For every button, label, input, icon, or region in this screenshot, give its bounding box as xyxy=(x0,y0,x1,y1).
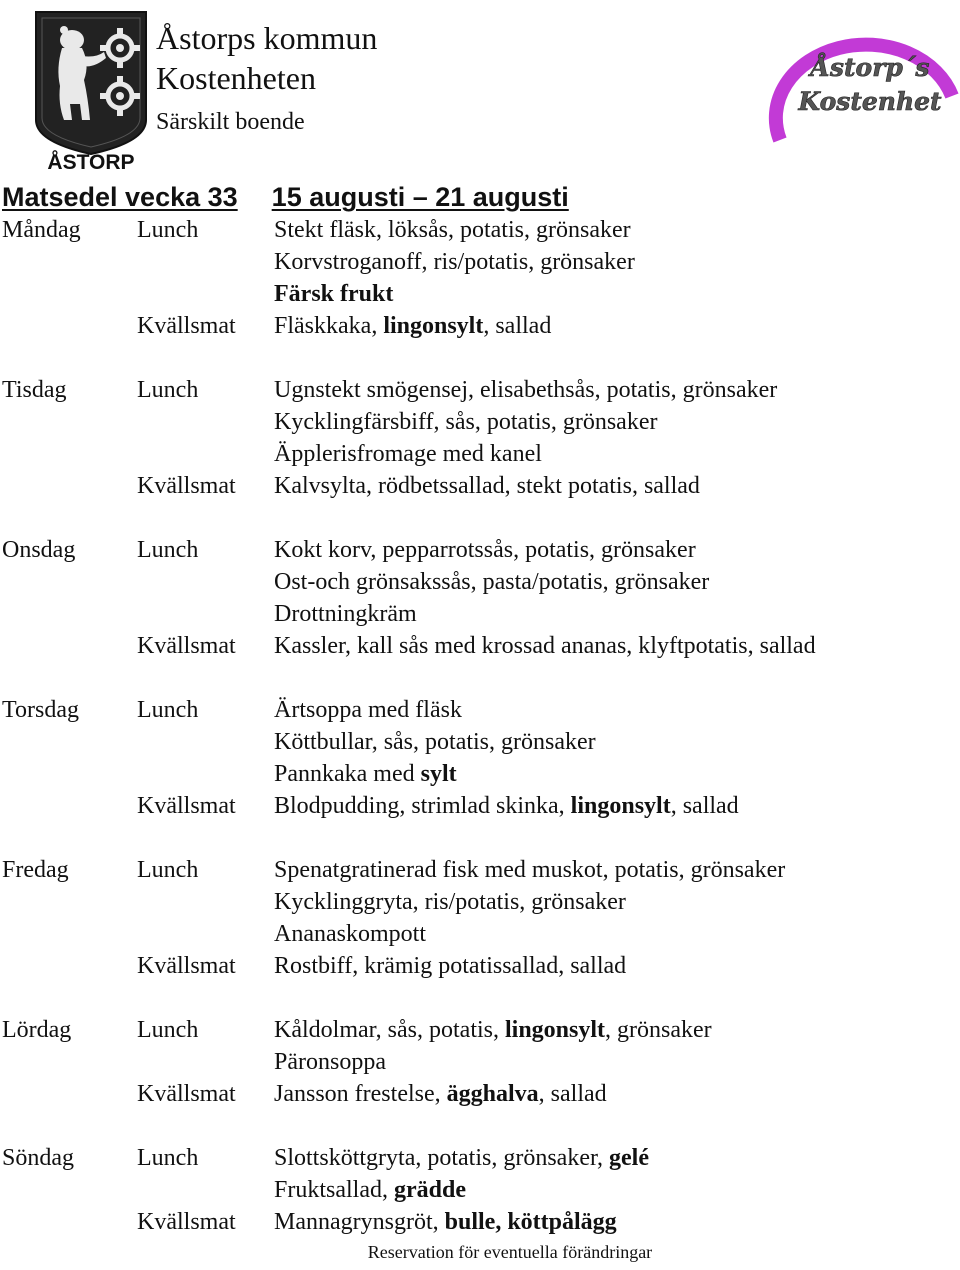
dish-text: Korvstroganoff, ris/potatis, grönsaker xyxy=(274,249,635,275)
menu-row xyxy=(0,470,960,502)
meal-label-lunch: Lunch xyxy=(137,217,199,243)
dish-text: Ärtsoppa med fläsk xyxy=(274,697,462,723)
menu-row xyxy=(0,790,960,822)
meal-label-lunch: Lunch xyxy=(137,1017,199,1043)
dish-text: Äpplerisfromage med kanel xyxy=(274,441,542,467)
meal-label-lunch: Lunch xyxy=(137,857,199,883)
menu-row xyxy=(0,1206,960,1238)
menu-row xyxy=(0,726,960,758)
day-lordag xyxy=(0,1014,960,1110)
meal-label-lunch: Lunch xyxy=(137,377,199,403)
meal-label-supper: Kvällsmat xyxy=(137,953,236,979)
dish-text: , sallad xyxy=(670,793,739,819)
weekly-menu xyxy=(0,214,960,1270)
day-torsdag xyxy=(0,694,960,822)
dish-highlight: lingonsylt xyxy=(383,313,484,339)
dish xyxy=(274,726,596,758)
crest-shield-icon xyxy=(34,8,148,172)
dish-text: Kalvsylta, rödbetssallad, stekt potatis, sallad xyxy=(274,473,700,499)
municipality-name: Åstorps kommun xyxy=(156,20,378,56)
dish xyxy=(274,1014,712,1046)
menu-row xyxy=(0,246,960,278)
logo-text-line1: Åstorp´s xyxy=(810,53,930,82)
menu-row xyxy=(0,566,960,598)
dish-text: Rostbiff, krämig potatissallad, sallad xyxy=(274,953,627,979)
day-mandag xyxy=(0,214,960,342)
menu-row xyxy=(0,214,960,246)
dish xyxy=(274,950,626,982)
dish-text: Kycklinggryta, ris/potatis, grönsaker xyxy=(274,889,626,915)
dish-text: Spenatgratinerad fisk med muskot, potatis, grönsaker xyxy=(274,857,786,883)
dish xyxy=(274,758,457,790)
day-name: Onsdag xyxy=(2,537,76,563)
day-name: Söndag xyxy=(2,1145,74,1171)
day-name: Måndag xyxy=(2,217,81,243)
dish xyxy=(274,406,657,438)
crest-label: ÅSTORP xyxy=(47,151,135,172)
dish xyxy=(274,534,696,566)
day-tisdag xyxy=(0,374,960,502)
menu-row xyxy=(0,1078,960,1110)
dish-text: Blodpudding, strimlad skinka, xyxy=(274,793,571,819)
day-name: Lördag xyxy=(2,1017,72,1043)
menu-heading xyxy=(2,180,569,214)
dish-text: Jansson frestelse, xyxy=(274,1081,447,1107)
dish-text: , grönsaker xyxy=(605,1017,712,1043)
dish xyxy=(274,1046,386,1078)
dish-highlight: bulle, köttpålägg xyxy=(444,1209,617,1235)
dish xyxy=(274,246,635,278)
dish xyxy=(274,278,393,310)
logo-text-line2: Kostenhet xyxy=(798,87,942,116)
meal-label-supper: Kvällsmat xyxy=(137,793,236,819)
day-fredag xyxy=(0,854,960,982)
dish xyxy=(274,214,631,246)
menu-row xyxy=(0,1014,960,1046)
dish-text: , sallad xyxy=(483,313,552,339)
dish-text: Kassler, kall sås med krossad ananas, klyftpotatis, sallad xyxy=(274,633,816,659)
menu-row xyxy=(0,1142,960,1174)
menu-row xyxy=(0,918,960,950)
dish-text: Päronsoppa xyxy=(274,1049,386,1075)
kostenhet-logo xyxy=(766,2,960,152)
dish-text: Mannagrynsgröt, xyxy=(274,1209,445,1235)
department-name: Kostenheten xyxy=(156,60,316,96)
dish xyxy=(274,598,417,630)
meal-label-lunch: Lunch xyxy=(137,697,199,723)
week-title: Matsedel vecka 33 xyxy=(2,182,238,212)
menu-row xyxy=(0,534,960,566)
dish-highlight: sylt xyxy=(420,761,457,787)
dish-text: Kåldolmar, sås, potatis, xyxy=(274,1017,505,1043)
menu-row xyxy=(0,886,960,918)
dish-text: Kokt korv, pepparrotssås, potatis, grönsaker xyxy=(274,537,696,563)
meal-label-supper: Kvällsmat xyxy=(137,633,236,659)
dish-text: Slottsköttgryta, potatis, grönsaker, xyxy=(274,1145,610,1171)
day-name: Torsdag xyxy=(2,697,79,723)
dish xyxy=(274,854,785,886)
dish-highlight: gelé xyxy=(609,1145,649,1171)
date-range: 15 augusti – 21 augusti xyxy=(271,182,569,212)
dish xyxy=(274,310,551,342)
day-name: Fredag xyxy=(2,857,69,883)
menu-row xyxy=(0,406,960,438)
meal-label-lunch: Lunch xyxy=(137,537,199,563)
footer-note: Reservation för eventuella förändringar xyxy=(367,1242,653,1262)
day-sondag xyxy=(0,1142,960,1238)
dish xyxy=(274,1078,607,1110)
dish xyxy=(274,790,739,822)
menu-row xyxy=(0,278,960,310)
dish-text: Fläskkaka, xyxy=(274,313,384,339)
menu-row xyxy=(0,598,960,630)
dish-text: Kycklingfärsbiff, sås, potatis, grönsaker xyxy=(274,409,658,435)
dish xyxy=(274,886,626,918)
dish xyxy=(274,566,709,598)
menu-row xyxy=(0,694,960,726)
meal-label-lunch: Lunch xyxy=(137,1145,199,1171)
meal-label-supper: Kvällsmat xyxy=(137,1081,236,1107)
menu-row xyxy=(0,374,960,406)
menu-row xyxy=(0,438,960,470)
dish-text: Ugnstekt smögensej, elisabethsås, potatis, grönsaker xyxy=(274,377,778,403)
dish xyxy=(274,918,426,950)
dish xyxy=(274,374,777,406)
dish-text: Stekt fläsk, löksås, potatis, grönsaker xyxy=(274,217,631,243)
dish-text: Drottningkräm xyxy=(274,601,417,627)
menu-row xyxy=(0,1046,960,1078)
dish-text: Köttbullar, sås, potatis, grönsaker xyxy=(274,729,596,755)
dish-text: Pannkaka med xyxy=(274,761,421,787)
dish-text: Fruktsallad, xyxy=(274,1177,394,1203)
meal-label-supper: Kvällsmat xyxy=(137,1209,236,1235)
menu-row xyxy=(0,310,960,342)
menu-row xyxy=(0,630,960,662)
dish-text: Ost-och grönsakssås, pasta/potatis, grönsaker xyxy=(274,569,710,595)
meal-label-supper: Kvällsmat xyxy=(137,313,236,339)
menu-row xyxy=(0,950,960,982)
dish xyxy=(274,470,700,502)
dish-highlight: ägghalva xyxy=(446,1081,539,1107)
dish-text: , sallad xyxy=(538,1081,607,1107)
dish-highlight: grädde xyxy=(394,1177,466,1203)
dish xyxy=(274,1206,617,1238)
dish xyxy=(274,1174,466,1206)
menu-row xyxy=(0,758,960,790)
unit-name: Särskilt boende xyxy=(156,109,305,135)
dish xyxy=(274,1142,649,1174)
day-onsdag xyxy=(0,534,960,662)
dish-highlight: Färsk frukt xyxy=(274,281,394,307)
dish-text: Ananaskompott xyxy=(274,921,426,947)
dish xyxy=(274,438,542,470)
dish xyxy=(274,694,462,726)
meal-label-supper: Kvällsmat xyxy=(137,473,236,499)
menu-row xyxy=(0,1174,960,1206)
dish-highlight: lingonsylt xyxy=(570,793,671,819)
municipality-crest xyxy=(34,8,148,172)
dish xyxy=(274,630,816,662)
dish-highlight: lingonsylt xyxy=(505,1017,606,1043)
day-name: Tisdag xyxy=(2,377,67,403)
menu-row xyxy=(0,854,960,886)
